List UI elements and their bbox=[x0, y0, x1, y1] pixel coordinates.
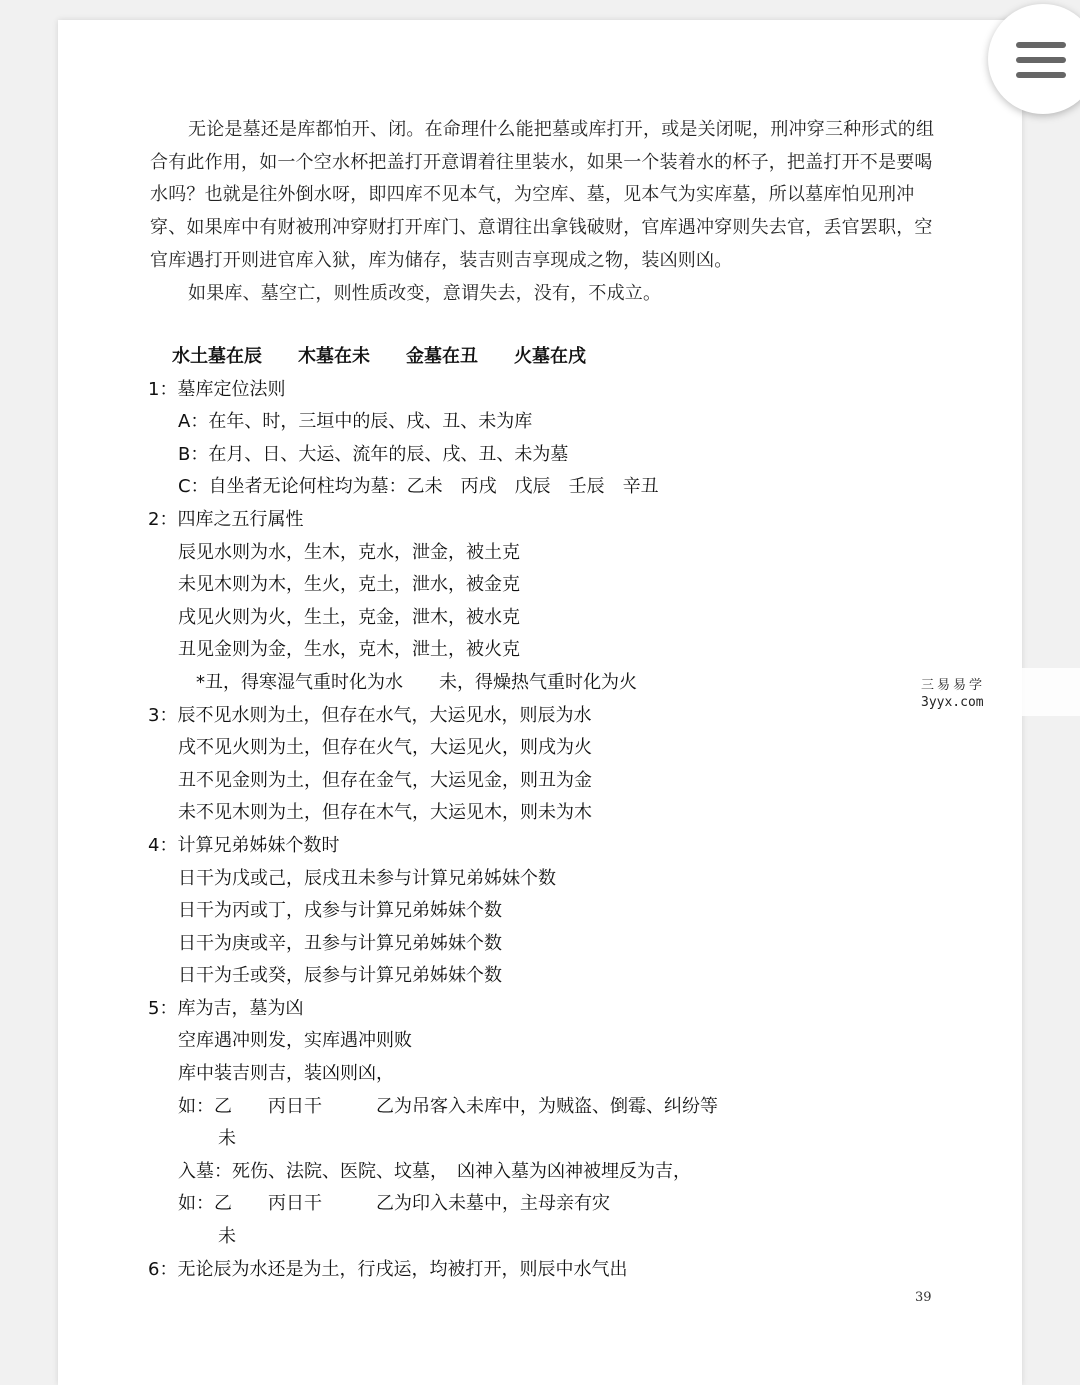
example-branch: 未 bbox=[218, 1226, 236, 1248]
rules-list bbox=[148, 341, 968, 1286]
intro-prose bbox=[150, 114, 940, 310]
section-heading-4: 4：计算兄弟姊妹个数时 bbox=[148, 834, 340, 856]
list-item: 未不见木则为土，但存在木气，大运见木，则未为木 bbox=[178, 802, 592, 824]
list-item: 日干为壬或癸，辰参与计算兄弟姊妹个数 bbox=[178, 965, 502, 987]
page-number: 39 bbox=[915, 1290, 932, 1305]
list-item: A：在年、时，三垣中的辰、戌、丑、未为库 bbox=[178, 411, 533, 433]
list-item: 戌见火则为火，生土，克金，泄木，被水克 bbox=[178, 606, 520, 628]
list-item: C：自坐者无论何柱均为墓：乙未 丙戌 戊辰 壬辰 辛丑 bbox=[178, 476, 659, 498]
example-branch: 未 bbox=[218, 1128, 236, 1150]
watermark-site: 3yyx.com bbox=[921, 695, 984, 710]
list-item: 未见木则为木，生火，克土，泄水，被金克 bbox=[178, 574, 520, 596]
list-item: 入墓：死伤、法院、医院、坟墓， 凶神入墓为凶神被埋反为吉， bbox=[178, 1160, 691, 1182]
watermark bbox=[855, 668, 1080, 716]
section-heading-6: 6：无论辰为水还是为土，行戌运，均被打开，则辰中水气出 bbox=[148, 1258, 628, 1280]
section-heading-2: 2：四库之五行属性 bbox=[148, 508, 304, 530]
list-item: 日干为丙或丁，戌参与计算兄弟姊妹个数 bbox=[178, 900, 502, 922]
section-heading-1: 1：墓库定位法则 bbox=[148, 378, 286, 400]
list-item: 丑不见金则为土，但存在金气，大运见金，则丑为金 bbox=[178, 769, 592, 791]
paragraph: 无论是墓还是库都怕开、闭。在命理什么能把墓或库打开，或是关闭呢，刑冲穿三种形式的组合有此作用，如一个空水杯把盖打开意谓着往里装水，如果一个装着水的杯子，把盖打开不是要喝水吗？也就是往外倒水呀，即四库不见本气，为空库、墓，见本气为实库墓，所以墓库怕见刑冲穿、如果库中有财被刑冲穿财打开库门、意谓往出拿钱破财，官库遇冲穿则失去官，丢官罢职，空官库遇打开则进官库入狱，库为储存，装吉则吉享现成之物，装凶则凶。 bbox=[150, 119, 935, 271]
list-item: 丑见金则为金，生水，克木，泄土，被火克 bbox=[178, 639, 520, 661]
section-heading-3: 3：辰不见水则为土，但存在水气，大运见水，则辰为水 bbox=[148, 704, 592, 726]
example-line: 如：乙 丙日干 乙为印入未墓中，主母亲有灾 bbox=[178, 1193, 610, 1215]
example-line: 如：乙 丙日干 乙为吊客入未库中，为贼盗、倒霉、纠纷等 bbox=[178, 1095, 718, 1117]
list-item: B：在月、日、大运、流年的辰、戌、丑、未为墓 bbox=[178, 443, 569, 465]
tomb-summary-line: 水土墓在辰 木墓在未 金墓在丑 火墓在戌 bbox=[172, 346, 586, 367]
list-item: 日干为戊或己，辰戌丑未参与计算兄弟姊妹个数 bbox=[178, 867, 556, 889]
list-item: 戌不见火则为土，但存在火气，大运见火，则戌为火 bbox=[178, 737, 592, 759]
note-line: *丑，得寒湿气重时化为水 未，得燥热气重时化为火 bbox=[196, 671, 637, 693]
list-item: 日干为庚或辛，丑参与计算兄弟姊妹个数 bbox=[178, 932, 502, 954]
watermark-name: 三易易学 bbox=[921, 678, 986, 693]
list-item: 空库遇冲则发，实库遇冲则败 bbox=[178, 1030, 412, 1052]
section-heading-5: 5：库为吉，墓为凶 bbox=[148, 997, 304, 1019]
list-item: 库中装吉则吉，装凶则凶， bbox=[178, 1063, 394, 1085]
paragraph: 如果库、墓空亡，则性质改变，意谓失去，没有，不成立。 bbox=[188, 282, 662, 304]
list-item: 辰见水则为水，生木，克水，泄金，被土克 bbox=[178, 541, 520, 563]
